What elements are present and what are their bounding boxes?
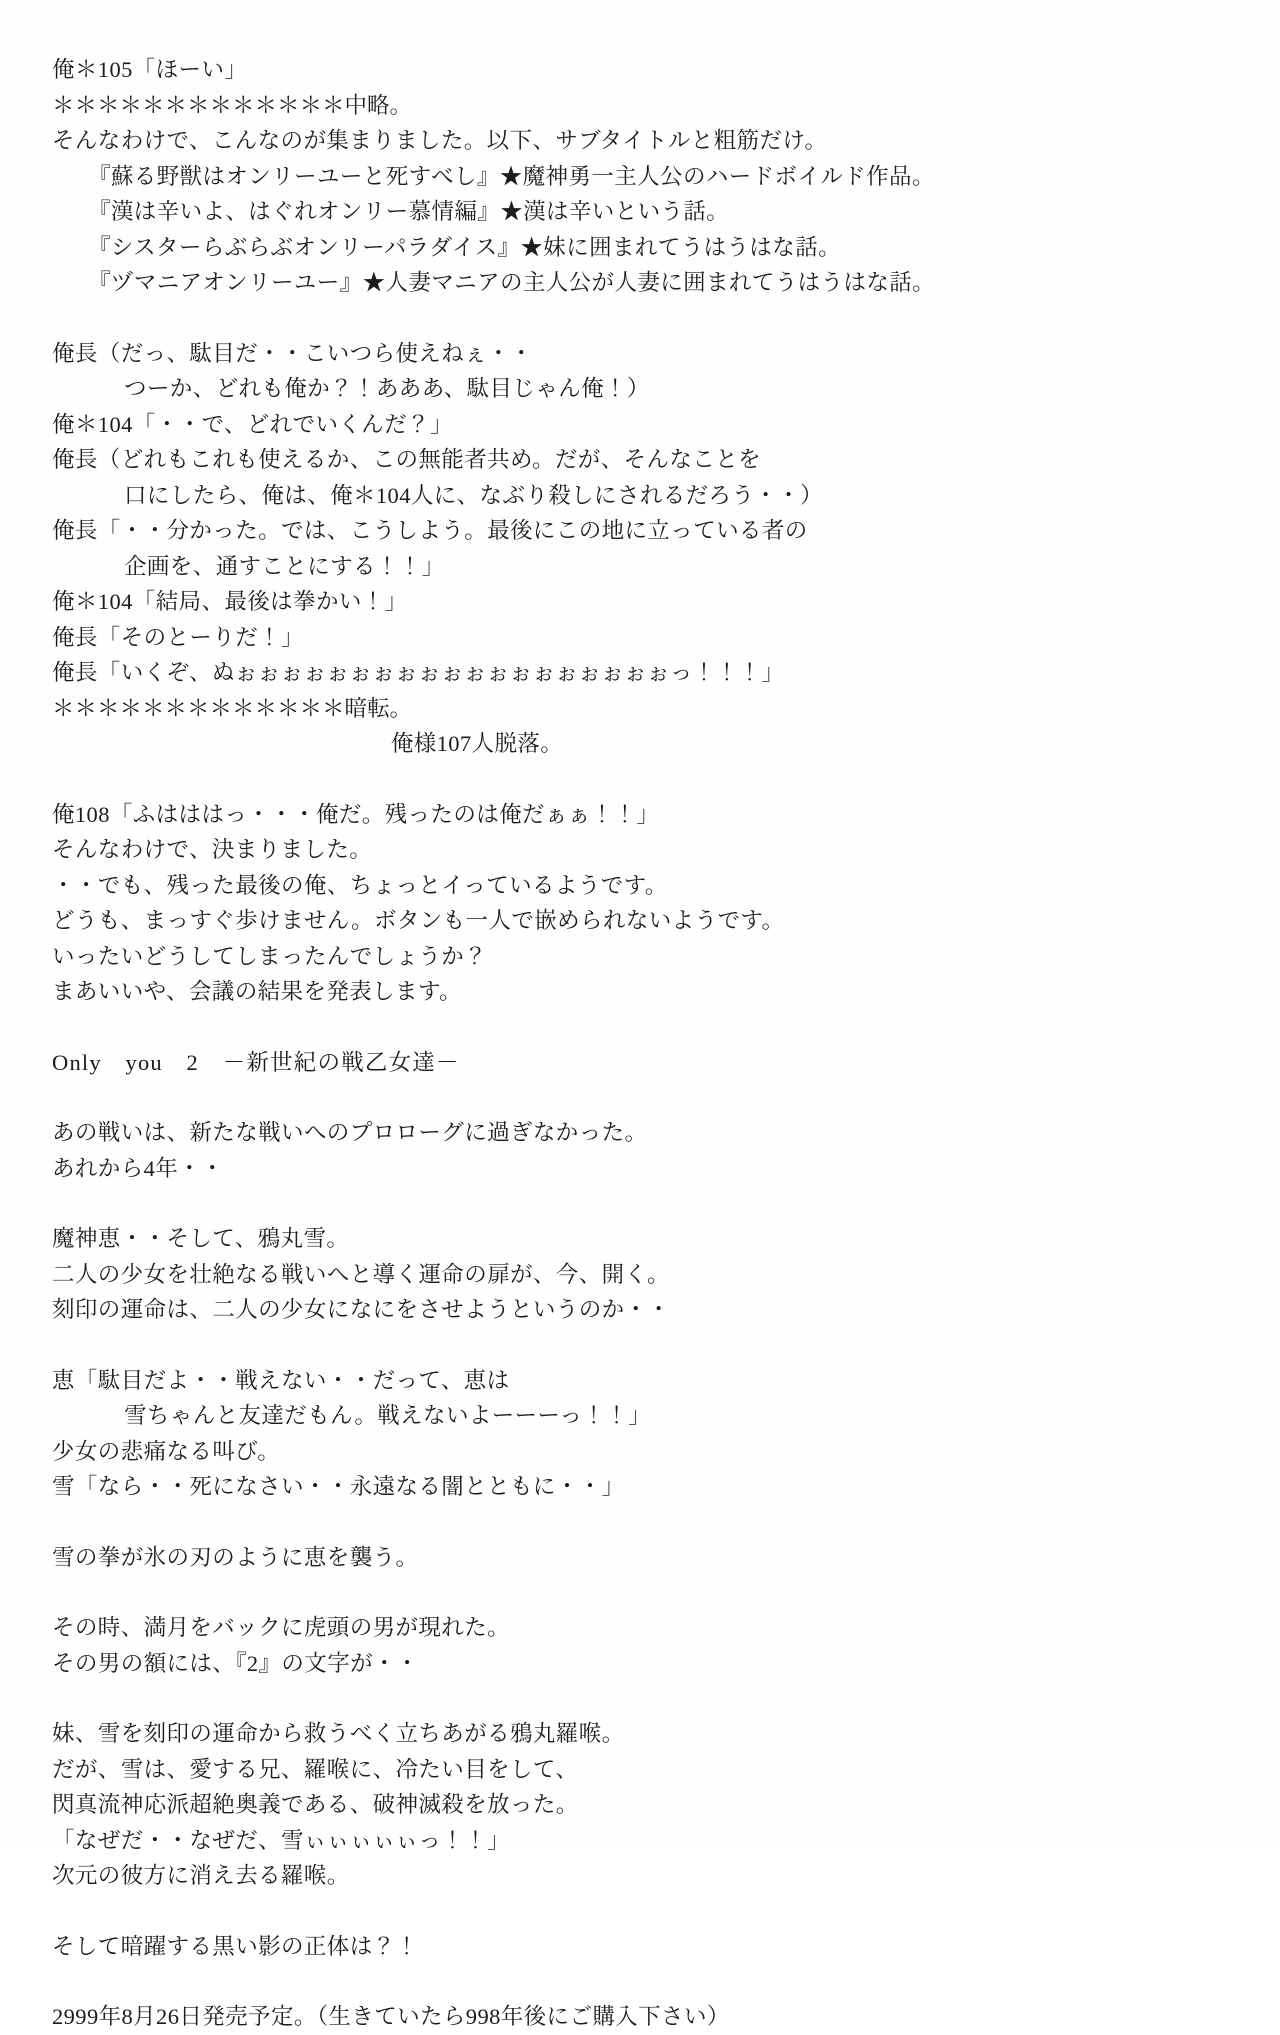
text-line: その時、満月をバックに虎頭の男が現れた。 <box>52 1615 511 1640</box>
spacer <box>52 1964 1232 1999</box>
text-line: その男の額には、『2』の文字が・・ <box>52 1650 419 1676</box>
section-title <box>52 1045 1232 1081</box>
spacer <box>52 1505 1232 1540</box>
text-line: 妹、雪を刻印の運命から救うべく立ちあがる鴉丸羅喉。 <box>52 1721 625 1746</box>
text-line: 刻印の運命は、二人の少女になにをさせようというのか・・ <box>52 1297 671 1322</box>
text-line: 俺＊104「・・で、どれでいくんだ？」 <box>52 411 453 437</box>
text-line: まあいいや、会議の結果を発表します。 <box>52 979 462 1004</box>
text-block-characters <box>52 1221 1232 1328</box>
text-line: あの戦いは、新たな戦いへのプロローグに過ぎなかった。 <box>52 1120 648 1145</box>
text-line: 俺長「・・分かった。では、こうしよう。最後にこの地に立っている者の <box>52 518 808 543</box>
text-block-result <box>52 797 1232 1010</box>
text-line: どうも、まっすぐ歩けません。ボタンも一人で嵌められないようです。 <box>52 908 785 933</box>
spacer <box>52 1186 1232 1221</box>
text-block-brother <box>52 1716 1232 1894</box>
text-line: 『蘇る野獣はオンリーユーと死すべし』★魔神勇一主人公のハードボイルド作品。 <box>88 163 935 189</box>
document-body <box>52 52 1232 2035</box>
text-line: 『ヅマニアオンリーユー』★人妻マニアの主人公が人妻に囲まれてうはうはな話。 <box>88 270 936 295</box>
text-line: 俺108「ふはははっ・・・俺だ。残ったのは俺だぁぁ！！」 <box>52 801 660 827</box>
text-line: 『漢は辛いよ、はぐれオンリー慕情編』★漢は辛いという話。 <box>88 199 730 224</box>
text-line: ＊＊＊＊＊＊＊＊＊＊＊＊＊中略。 <box>52 92 413 118</box>
text-line: 企画を、通すことにする！！」 <box>124 553 445 579</box>
text-line: 魔神恵・・そして、鴉丸雪。 <box>52 1226 350 1251</box>
text-line: 俺長（だっ、駄目だ・・こいつら使えねぇ・・ <box>52 340 533 366</box>
spacer <box>52 1681 1232 1716</box>
text-line: 閃真流神応派超絶奥義である、破神滅殺を放った。 <box>52 1792 579 1817</box>
spacer <box>52 1328 1232 1363</box>
text-line: 俺＊105「ほーい」 <box>52 57 248 82</box>
text-line-centered: 俺様107人脱落。 <box>390 731 564 756</box>
text-line: 俺長「いくぞ、ぬぉぉぉぉぉぉぉぉぉぉぉぉぉぉぉぉぉぉぉっ！！！」 <box>52 660 785 685</box>
text-line: あれから4年・・ <box>52 1155 224 1181</box>
spacer <box>52 1010 1232 1045</box>
text-line: 『シスターらぶらぶオンリーパラダイス』★妹に囲まれてうはうはな話。 <box>88 234 842 260</box>
text-line: 「なぜだ・・なぜだ、雪ぃぃぃぃぃっ！！」 <box>52 1827 511 1853</box>
text-line: つーか、どれも俺か？！あああ、駄目じゃん俺！） <box>124 376 650 401</box>
text-line: 俺長（どれもこれも使えるか、この無能者共め。だが、そんなことを <box>52 447 762 472</box>
text-block-attack <box>52 1540 1232 1576</box>
text-line: 次元の彼方に消え去る羅喉。 <box>52 1863 350 1888</box>
spacer <box>52 1575 1232 1610</box>
text-line: 俺＊104「結局、最後は拳かい！」 <box>52 589 408 614</box>
text-block-dialogue <box>52 1363 1232 1505</box>
text-line: そんなわけで、決まりました。 <box>52 837 373 862</box>
spacer <box>52 762 1232 797</box>
text-line: 雪「なら・・死になさい・・永遠なる闇とともに・・」 <box>52 1474 625 1499</box>
text-line: 俺長「そのとーりだ！」 <box>52 624 304 650</box>
text-line: 雪の拳が氷の刃のように恵を襲う。 <box>52 1544 419 1570</box>
text-block-intro <box>52 52 1232 301</box>
text-line: 2999年8月26日発売予定。（生きていたら998年後にご購入下さい） <box>52 2004 730 2029</box>
text-line: そんなわけで、こんなのが集まりました。以下、サブタイトルと粗筋だけ。 <box>52 128 828 153</box>
text-line: だが、雪は、愛する兄、羅喉に、冷たい目をして、 <box>52 1756 579 1782</box>
text-line: ＊＊＊＊＊＊＊＊＊＊＊＊＊暗転。 <box>52 695 413 721</box>
spacer <box>52 1894 1232 1929</box>
title-text: Only you 2 －新世紀の戦乙女達－ <box>52 1049 460 1075</box>
text-line: 少女の悲痛なる叫び。 <box>52 1438 281 1464</box>
text-block-prologue <box>52 1115 1232 1186</box>
spacer <box>52 1080 1232 1115</box>
text-block-meeting <box>52 336 1232 762</box>
text-line: そして暗躍する黒い影の正体は？！ <box>52 1933 419 1959</box>
text-line: ・・でも、残った最後の俺、ちょっとイっているようです。 <box>52 872 668 898</box>
text-block-appearance <box>52 1610 1232 1681</box>
text-line: いったいどうしてしまったんでしょうか？ <box>52 943 488 969</box>
spacer <box>52 301 1232 336</box>
text-block-release-date <box>52 1999 1232 2035</box>
text-line: 雪ちゃんと友達だもん。戦えないよーーーっ！！」 <box>124 1403 652 1428</box>
text-line: 口にしたら、俺は、俺＊104人に、なぶり殺しにされるだろう・・） <box>124 482 824 508</box>
text-line: 恵「駄目だよ・・戦えない・・だって、恵は <box>52 1367 510 1393</box>
text-line: 二人の少女を壮絶なる戦いへと導く運命の扉が、今、開く。 <box>52 1261 670 1287</box>
text-block-question <box>52 1929 1232 1965</box>
